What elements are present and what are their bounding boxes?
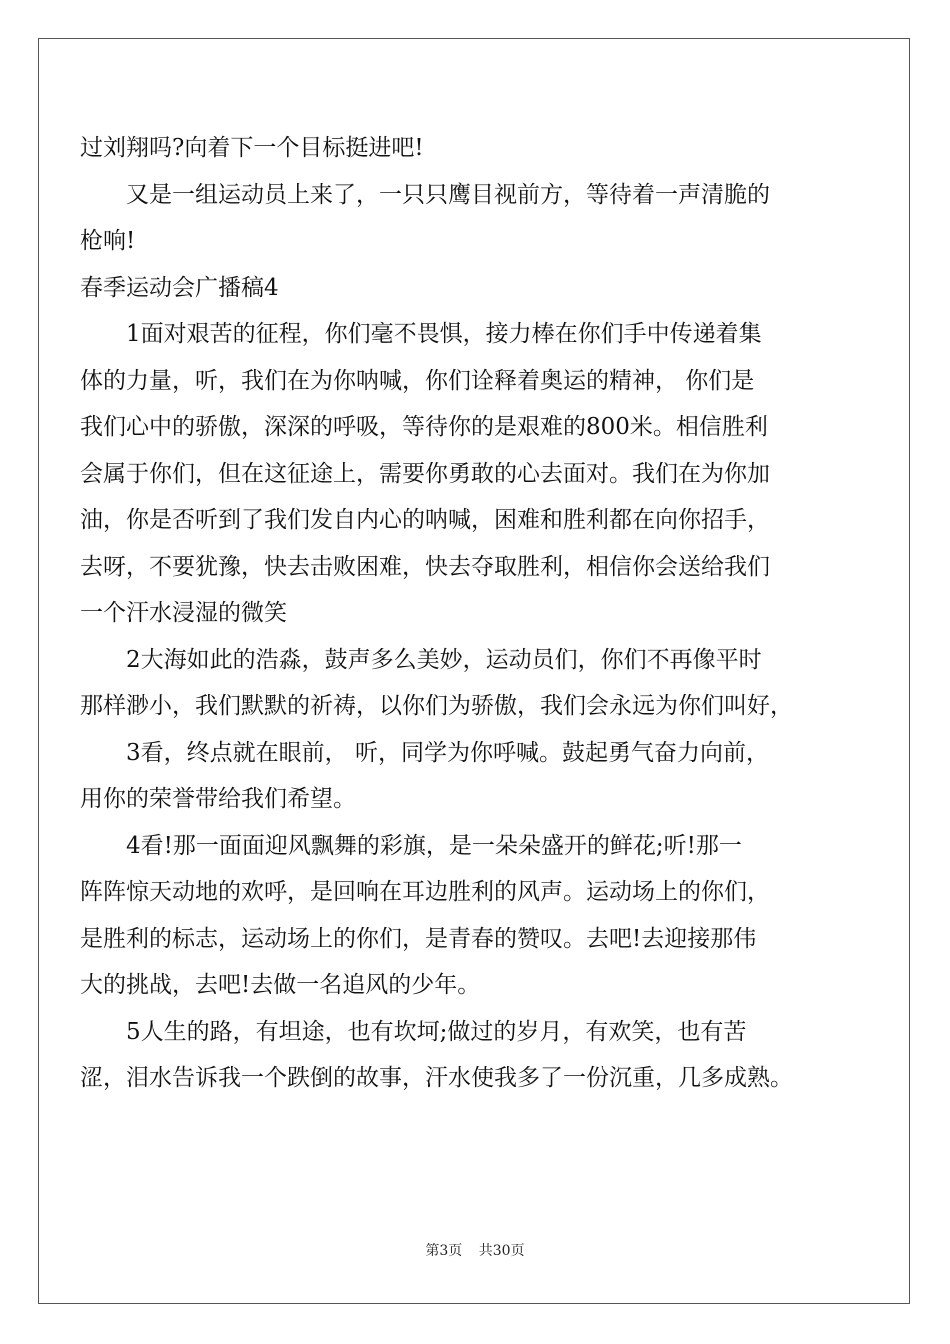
document-body bbox=[80, 125, 872, 1102]
paragraph-start: 又是一组运动员上来了，一只只鹰目视前方，等待着一声清脆的 bbox=[126, 181, 770, 208]
text-line: 会属于你们，但在这征途上，需要你勇敢的心去面对。我们在为你加 bbox=[80, 460, 770, 487]
page-total: 共30页 bbox=[478, 1243, 525, 1259]
paragraph-start: 2大海如此的浩淼，鼓声多么美妙，运动员们，你们不再像平时 bbox=[126, 646, 762, 673]
paragraph-start: 1面对艰苦的征程，你们毫不畏惧，接力棒在你们手中传递着集 bbox=[126, 321, 762, 347]
text-line: 那样渺小，我们默默的祈祷，以你们为骄傲，我们会永远为你们叫好， bbox=[80, 693, 793, 719]
section-heading: 春季运动会广播稿4 bbox=[80, 274, 279, 301]
text-line: 一个汗水浸湿的微笑 bbox=[80, 600, 287, 626]
text-line: 是胜利的标志，运动场上的你们，是青春的赞叹。去吧!去迎接那伟 bbox=[80, 925, 757, 952]
paragraph-start: 5人生的路，有坦途，也有坎坷;做过的岁月，有欢笑，也有苦 bbox=[126, 1018, 747, 1045]
page-number: 第3页 bbox=[425, 1243, 463, 1259]
paragraph-start: 4看!那一面面迎风飘舞的彩旗，是一朵朵盛开的鲜花;听!那一 bbox=[126, 832, 742, 859]
paragraph-start: 3看，终点就在眼前， 听，同学为你呼喊。鼓起勇气奋力向前， bbox=[126, 739, 769, 766]
text-line: 油，你是否听到了我们发自内心的呐喊，困难和胜利都在向你招手， bbox=[80, 507, 770, 533]
page-footer bbox=[0, 1240, 950, 1260]
text-line: 枪响! bbox=[80, 228, 136, 254]
text-line: 用你的荣誉带给我们希望。 bbox=[80, 786, 356, 812]
text-line: 阵阵惊天动地的欢呼，是回响在耳边胜利的风声。运动场上的你们， bbox=[80, 879, 770, 905]
text-line: 体的力量，听，我们在为你呐喊，你们诠释着奥运的精神， 你们是 bbox=[80, 367, 755, 394]
text-line: 涩，泪水告诉我一个跌倒的故事，汗水使我多了一份沉重，几多成熟。 bbox=[80, 1065, 793, 1091]
text-line: 去呀，不要犹豫，快去击败困难，快去夺取胜利，相信你会送给我们 bbox=[80, 553, 770, 580]
text-line: 我们心中的骄傲，深深的呼吸，等待你的是艰难的800米。相信胜利 bbox=[80, 414, 768, 440]
text-line: 大的挑战，去吧!去做一名追风的少年。 bbox=[80, 972, 481, 998]
text-line: 过刘翔吗?向着下一个目标挺进吧! bbox=[80, 135, 424, 161]
